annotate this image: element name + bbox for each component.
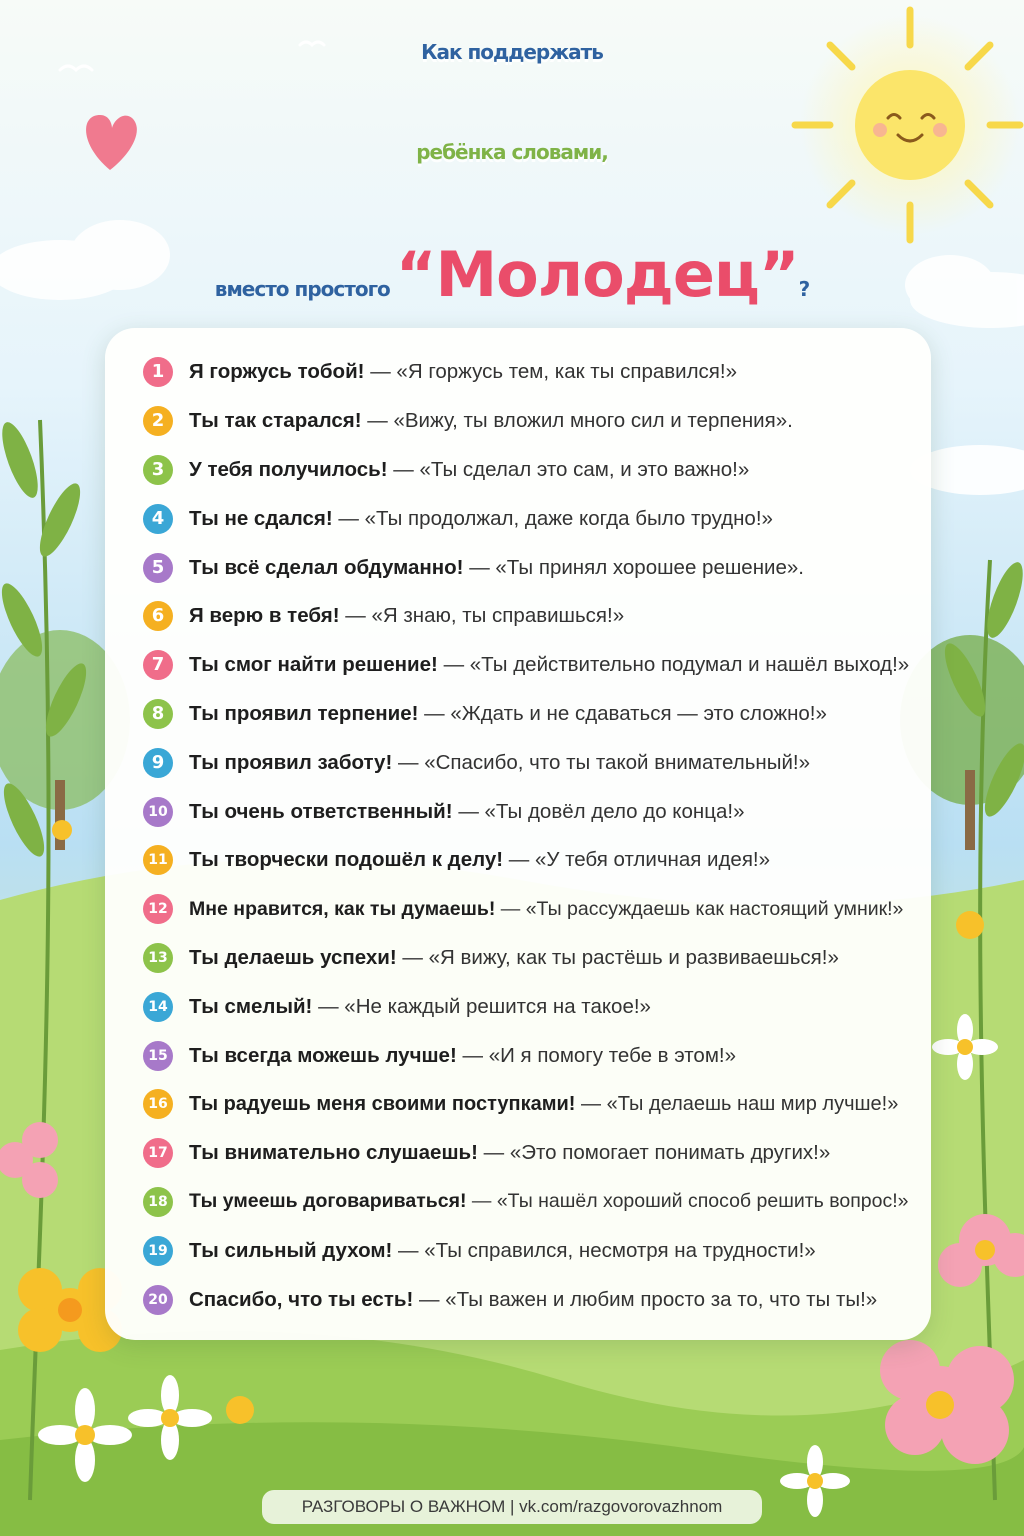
- list-item: [105, 592, 931, 641]
- phrases-list: [105, 348, 931, 1324]
- item-quote: «Ты делаешь наш мир лучше!»: [606, 1092, 899, 1115]
- item-quote: «Ты довёл дело до конца!»: [484, 799, 745, 823]
- item-dash: —: [338, 506, 359, 530]
- item-phrase: Ты всё сделал обдуманно!: [189, 555, 464, 579]
- item-text: [189, 556, 804, 580]
- footer-credit: РАЗГОВОРЫ О ВАЖНОМ | vk.com/razgovorovazhnom: [262, 1490, 762, 1524]
- item-dash: —: [370, 360, 391, 384]
- item-dash: —: [367, 409, 388, 433]
- item-text: [189, 604, 624, 628]
- list-item: [105, 934, 931, 983]
- item-phrase: Ты внимательно слушаешь!: [189, 1141, 478, 1165]
- item-dash: —: [397, 750, 419, 774]
- item-dash: —: [443, 653, 465, 677]
- item-number-badge: 3: [143, 455, 173, 485]
- list-item: [105, 348, 931, 397]
- item-text: [189, 898, 903, 921]
- item-quote: «Ты справился, несмотря на трудности!»: [424, 1238, 816, 1262]
- item-phrase: Ты всегда можешь лучше!: [189, 1043, 457, 1067]
- item-quote: «Я вижу, как ты растёшь и развиваешься!»: [428, 945, 839, 969]
- item-phrase: Ты так старался!: [189, 409, 362, 433]
- title-line-3-end: ?: [798, 277, 810, 301]
- item-phrase: Ты сильный духом!: [189, 1238, 393, 1262]
- phrases-card: [105, 328, 931, 1340]
- item-dash: —: [424, 701, 445, 725]
- item-text: [189, 409, 793, 433]
- item-text: [189, 1288, 877, 1312]
- item-phrase: Ты смелый!: [189, 994, 313, 1018]
- item-phrase: Ты не сдался!: [189, 506, 333, 530]
- list-item: [105, 1275, 931, 1324]
- item-phrase: Ты проявил терпение!: [189, 701, 419, 725]
- item-text: [189, 1239, 816, 1263]
- item-number-badge: 9: [143, 748, 173, 778]
- item-quote: «У тебя отличная идея!»: [534, 848, 771, 872]
- item-quote: «Это помогает понимать других!»: [509, 1141, 831, 1165]
- item-dash: —: [318, 994, 339, 1018]
- item-quote: «Я горжусь тем, как ты справился!»: [396, 360, 737, 384]
- item-number-badge: 14: [143, 992, 173, 1022]
- item-dash: —: [345, 604, 366, 628]
- item-quote: «Не каждый решится на такое!»: [344, 994, 651, 1018]
- item-dash: —: [419, 1287, 440, 1311]
- item-quote: «Ты важен и любим просто за то, что ты ты!»: [445, 1287, 878, 1311]
- item-text: [189, 1044, 736, 1068]
- item-phrase: Я верю в тебя!: [189, 604, 340, 628]
- item-dash: —: [483, 1141, 505, 1165]
- list-item: [105, 641, 931, 690]
- item-text: [189, 848, 770, 872]
- list-item: [105, 738, 931, 787]
- list-item: [105, 836, 931, 885]
- list-item: [105, 690, 931, 739]
- item-dash: —: [398, 1238, 419, 1262]
- title-line-1: Как поддержать: [421, 40, 603, 64]
- item-quote: «Ты действительно подумал и нашёл выход!»: [469, 653, 910, 677]
- item-quote: «Ждать и не сдаваться — это сложно!»: [450, 701, 827, 725]
- item-number-badge: 1: [143, 357, 173, 387]
- item-number-badge: 20: [143, 1285, 173, 1315]
- item-number-badge: 7: [143, 650, 173, 680]
- item-text: [189, 800, 744, 824]
- item-text: [189, 995, 651, 1019]
- item-phrase: Я горжусь тобой!: [189, 360, 365, 384]
- item-dash: —: [458, 799, 479, 823]
- item-dash: —: [581, 1092, 602, 1115]
- item-number-badge: 12: [143, 894, 173, 924]
- item-dash: —: [508, 848, 530, 872]
- item-quote: «Вижу, ты вложил много сил и терпения».: [393, 409, 793, 433]
- item-phrase: Спасибо, что ты есть!: [189, 1287, 414, 1311]
- item-number-badge: 5: [143, 553, 173, 583]
- item-quote: «Ты рассуждаешь как настоящий умник!»: [525, 897, 904, 920]
- title-highlight: “Молодец”: [395, 238, 799, 311]
- item-dash: —: [393, 457, 414, 481]
- title-line-2: ребёнка словами,: [416, 140, 608, 164]
- item-number-badge: 15: [143, 1041, 173, 1071]
- item-phrase: Ты проявил заботу!: [189, 750, 393, 774]
- item-quote: «Ты принял хорошее решение».: [495, 555, 804, 579]
- item-text: [189, 1093, 898, 1116]
- item-number-badge: 17: [143, 1138, 173, 1168]
- item-quote: «И я помогу тебе в этом!»: [488, 1043, 737, 1067]
- item-dash: —: [469, 555, 490, 579]
- item-quote: «Спасибо, что ты такой внимательный!»: [424, 750, 811, 774]
- item-number-badge: 10: [143, 797, 173, 827]
- item-quote: «Я знаю, ты справишься!»: [371, 604, 625, 628]
- item-phrase: Ты умеешь договариваться!: [189, 1190, 467, 1213]
- item-text: [189, 946, 839, 970]
- item-number-badge: 16: [143, 1089, 173, 1119]
- title-line-3-start: вместо простого: [214, 277, 396, 301]
- item-text: [189, 1141, 830, 1165]
- item-number-badge: 8: [143, 699, 173, 729]
- item-quote: «Ты продолжал, даже когда было трудно!»: [364, 506, 773, 530]
- item-text: [189, 702, 827, 726]
- list-item: [105, 397, 931, 446]
- item-phrase: Ты очень ответственный!: [189, 799, 453, 823]
- item-text: [189, 751, 810, 775]
- item-number-badge: 2: [143, 406, 173, 436]
- item-phrase: Ты творчески подошёл к делу!: [189, 848, 504, 872]
- item-dash: —: [500, 897, 521, 920]
- item-number-badge: 11: [143, 845, 173, 875]
- item-phrase: Мне нравится, как ты думаешь!: [189, 897, 496, 920]
- list-item: [105, 446, 931, 495]
- item-number-badge: 4: [143, 504, 173, 534]
- item-phrase: Ты смог найти решение!: [189, 653, 438, 677]
- item-phrase: Ты делаешь успехи!: [189, 945, 397, 969]
- item-quote: «Ты нашёл хороший способ решить вопрос!»: [496, 1190, 909, 1213]
- list-item: [105, 1031, 931, 1080]
- item-dash: —: [402, 945, 423, 969]
- list-item: [105, 885, 931, 934]
- item-text: [189, 1190, 909, 1213]
- list-item: [105, 1178, 931, 1227]
- list-item: [105, 1226, 931, 1275]
- list-item: [105, 494, 931, 543]
- item-text: [189, 360, 737, 384]
- item-phrase: Ты радуешь меня своими поступками!: [189, 1092, 576, 1115]
- list-item: [105, 787, 931, 836]
- list-item: [105, 982, 931, 1031]
- list-item: [105, 1080, 931, 1129]
- item-dash: —: [462, 1043, 483, 1067]
- item-text: [189, 507, 773, 531]
- item-text: [189, 458, 749, 482]
- item-dash: —: [471, 1190, 492, 1213]
- item-number-badge: 13: [143, 943, 173, 973]
- item-number-badge: 6: [143, 601, 173, 631]
- item-quote: «Ты сделал это сам, и это важно!»: [419, 457, 750, 481]
- item-number-badge: 18: [143, 1187, 173, 1217]
- list-item: [105, 1129, 931, 1178]
- list-item: [105, 543, 931, 592]
- item-text: [189, 653, 909, 677]
- title-line-3: [0, 238, 1024, 311]
- item-phrase: У тебя получилось!: [189, 457, 388, 481]
- item-number-badge: 19: [143, 1236, 173, 1266]
